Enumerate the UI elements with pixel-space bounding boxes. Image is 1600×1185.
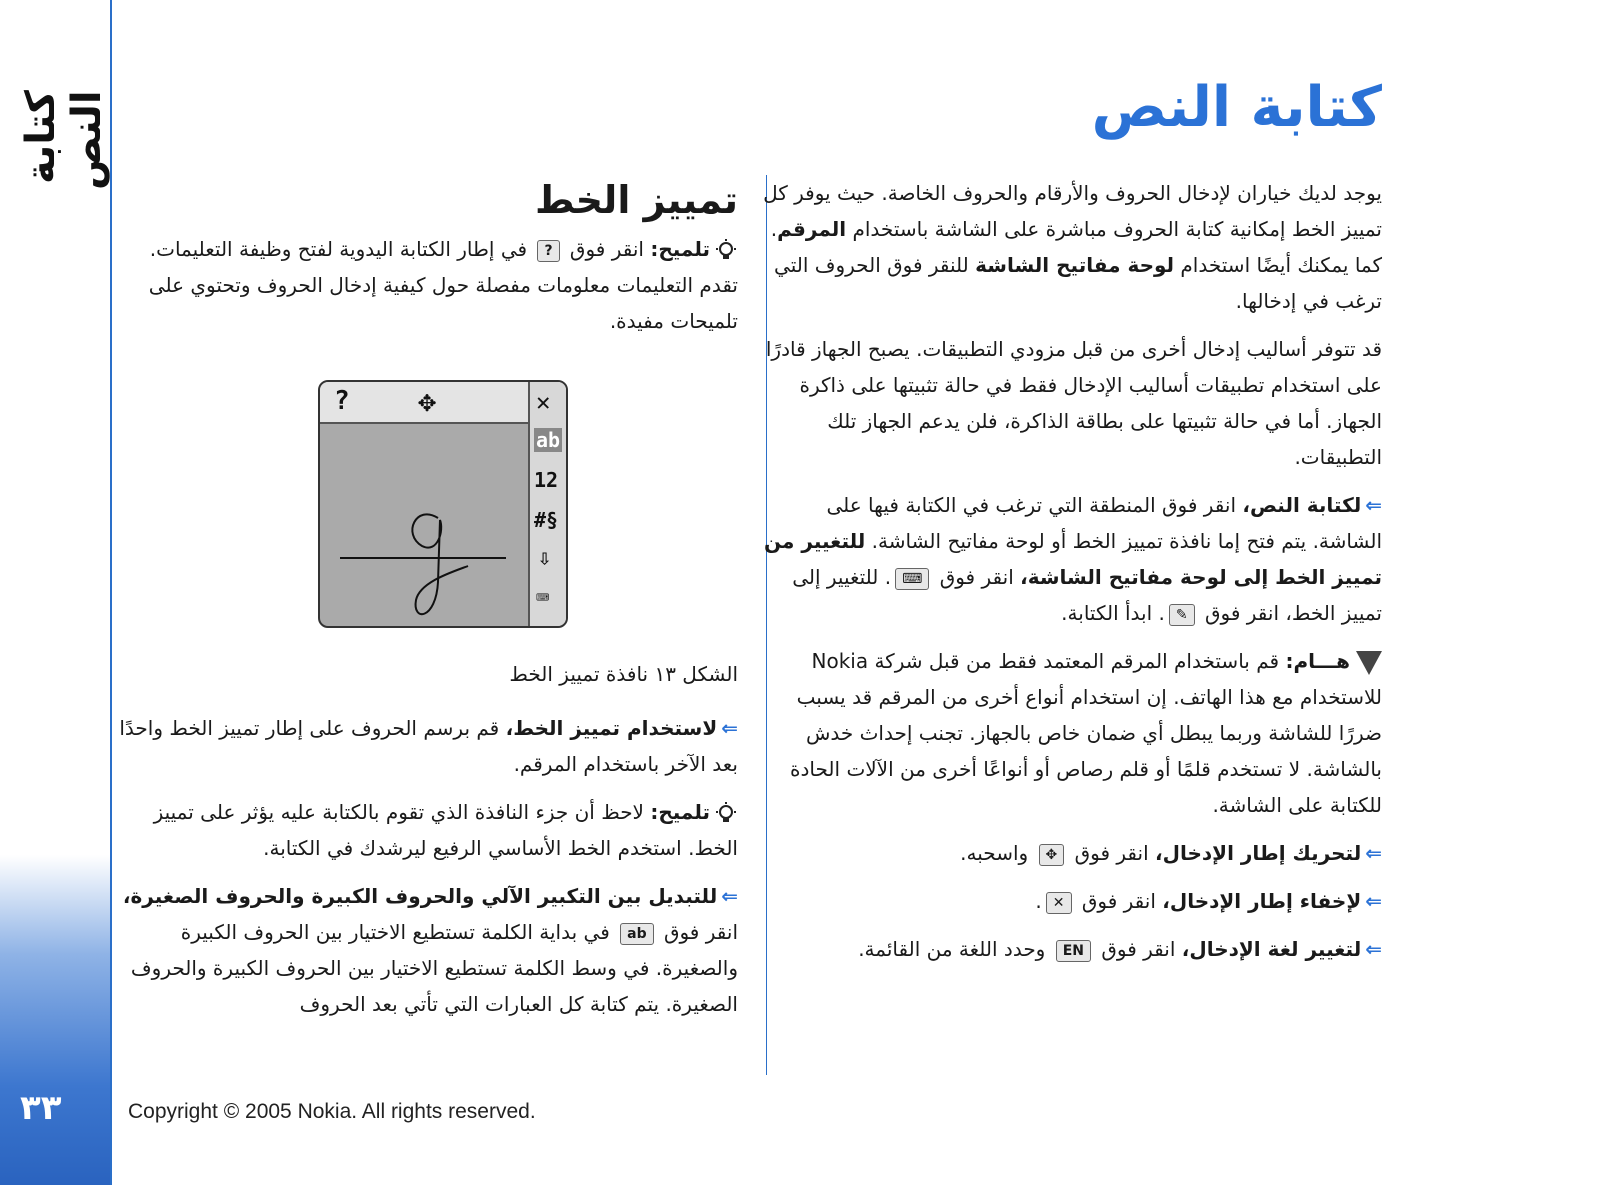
- page-number: ٣٣: [20, 1088, 62, 1128]
- case-icon: ab: [620, 923, 653, 945]
- handwriting-window: [318, 380, 568, 628]
- page-title: كتابة النص: [1091, 75, 1382, 140]
- input-methods-paragraph: قد تتوفر أساليب إدخال أخرى من قبل مزودي التطبيقات. يصبح الجهاز قادرًا على استخدام تطبيقات أساليب الإدخال فقط في حالة تثبيتها على ذاكرة الجهاز. أما في حالة تثبيتها على بطاقة الذاكرة، فلن يدعم الجهاز تلك التطبيقات.: [765, 337, 1382, 469]
- arrow-icon: ⇐: [721, 884, 738, 908]
- intro-paragraph: يوجد لديك خياران لإدخال الحروف والأرقام والحروف الخاصة. حيث يوفر كل تمييز الخط إمكانية كتابة الحروف مباشرة على الشاشة باستخدام المرقم. كما يمكنك أيضًا استخدام لوحة مفاتيح الشاشة للنقر فوق الحروف التي ترغب في إدخالها.: [763, 181, 1382, 313]
- arrow-icon: ⇐: [1365, 937, 1382, 961]
- arrow-icon: ⇐: [1365, 889, 1382, 913]
- help-icon: ?: [537, 240, 559, 262]
- pen-icon: ✎: [1169, 604, 1195, 626]
- side-band: [0, 0, 112, 1185]
- move-key[interactable]: ✥: [418, 384, 437, 419]
- close-icon: ✕: [1046, 892, 1072, 914]
- left-column-lower: [108, 710, 738, 1034]
- section-heading: تمييز الخط: [534, 178, 738, 222]
- warning-triangle-icon: [1356, 651, 1382, 675]
- arrow-icon: ⇐: [1365, 493, 1382, 517]
- change-language-item: ⇐لتغيير لغة الإدخال، انقر فوق EN وحدد اللغة من القائمة.: [858, 937, 1382, 961]
- writing-area[interactable]: [320, 422, 528, 626]
- write-text-item: ⇐لكتابة النص، انقر فوق المنطقة التي ترغب في الكتابة فيها على الشاشة. يتم فتح إما نافذة تمييز الخط أو لوحة مفاتيح الشاشة. للتغيير من تمييز الخط إلى لوحة مفاتيح الشاشة، انقر فوق ⌨. للتغيير إلى تمييز الخط، انقر فوق ✎. ابدأ الكتابة.: [764, 493, 1382, 625]
- right-column: [762, 175, 1382, 979]
- use-recognition-item: ⇐لاستخدام تمييز الخط، قم برسم الحروف على إطار تمييز الخط واحدًا بعد الآخر باستخدام المرقم.: [119, 716, 738, 776]
- move-frame-item: ⇐لتحريك إطار الإدخال، انقر فوق ✥ واسحبه.: [960, 841, 1382, 865]
- lightbulb-icon: [714, 802, 738, 826]
- close-key[interactable]: ✕: [536, 388, 551, 416]
- baseline-tip: تلميح: لاحظ أن جزء النافذة الذي تقوم بالكتابة عليه يؤثر على تمييز الخط. استخدم الخط الأساسي الرفيع ليرشدك في الكتابة.: [153, 800, 738, 860]
- help-tip: تلميح: انقر فوق ? في إطار الكتابة اليدوية لفتح وظيفة التعليمات. تقدم التعليمات معلومات مفصلة حول كيفية إدخال الحروف وتحتوي على تلميحات مفيدة.: [148, 237, 738, 333]
- side-section-title: كتابة النص: [18, 90, 110, 190]
- side-gradient: [0, 855, 110, 1185]
- keyboard-icon: ⌨: [895, 568, 929, 590]
- language-icon: EN: [1056, 940, 1091, 962]
- figure-caption: الشكل ١٣ نافذة تمييز الخط: [509, 662, 738, 686]
- important-note: هـــام: قم باستخدام المرقم المعتمد فقط من قبل شركة Nokia للاستخدام مع هذا الهاتف. إن استخدام أنواع أخرى من المرقم قد يسبب ضررًا للشاشة وربما يبطل أي ضمان خاص بالجهاز. تجنب إحداث خدش بالشاشة. لا تستخدم قلمًا أو قلم رصاص أو أنواعًا أخرى من الآلات الحادة للكتابة على الشاشة.: [790, 649, 1382, 817]
- case-key[interactable]: ab: [536, 428, 561, 452]
- symbol-key[interactable]: #§: [534, 508, 559, 532]
- numeric-key[interactable]: 12: [534, 468, 559, 492]
- keyboard-key[interactable]: ⌨: [536, 586, 550, 611]
- arrow-icon: ⇐: [721, 716, 738, 740]
- hide-frame-item: ⇐لإخفاء إطار الإدخال، انقر فوق ✕.: [1035, 889, 1382, 913]
- arrow-icon: ⇐: [1365, 841, 1382, 865]
- handwriting-sidebar: [528, 382, 566, 626]
- language-key[interactable]: ⇩: [538, 546, 552, 571]
- lightbulb-icon: [714, 239, 738, 263]
- help-key[interactable]: ?: [334, 386, 350, 416]
- copyright-footer: Copyright © 2005 Nokia. All rights reserved.: [128, 1100, 536, 1123]
- move-icon: ✥: [1039, 844, 1065, 866]
- case-switch-item: ⇐للتبديل بين التكبير الآلي والحروف الكبيرة والحروف الصغيرة، انقر فوق ab في بداية الكلمة تستطيع الاختيار بين الحروف الكبيرة والصغيرة. في وسط الكلمة تستطيع الاختيار بين الحروف الكبيرة والحروف الصغيرة. يتم كتابة كل العبارات التي تأتي بعد الحروف: [122, 884, 738, 1016]
